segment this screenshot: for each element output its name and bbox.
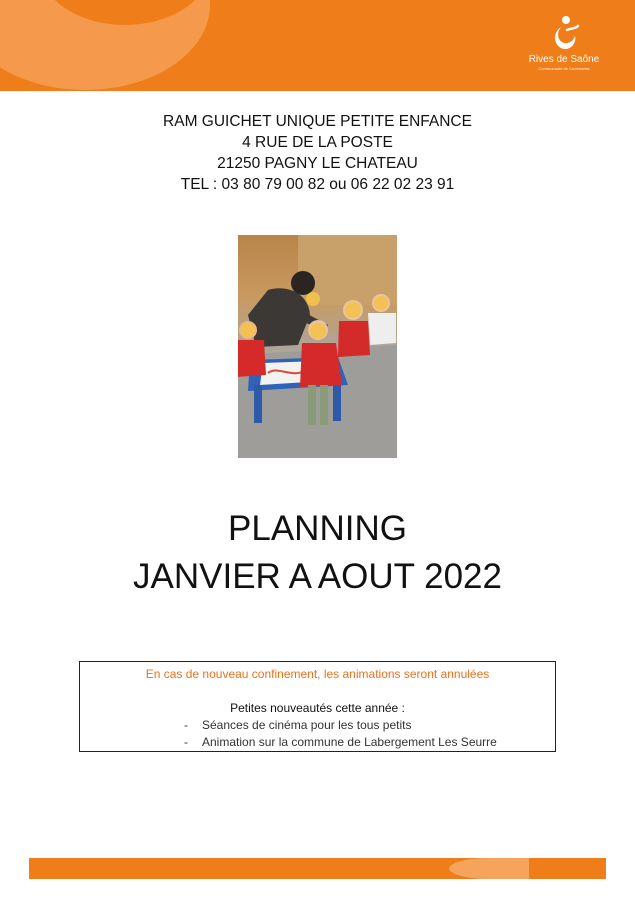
planning-title [0, 505, 635, 601]
notice-box [79, 661, 556, 752]
brand-logo [514, 14, 614, 78]
address-block [0, 111, 635, 195]
street-address: 4 RUE DE LA POSTE [242, 134, 393, 151]
logo-name: Rives de Saône [528, 54, 600, 65]
list-item: - Séances de cinéma pour les tous petits [180, 717, 497, 734]
header-band [0, 0, 635, 91]
phone-numbers: TEL : 03 80 79 00 82 ou 06 22 02 23 91 [180, 176, 455, 193]
list-item: - Animation sur la commune de Labergement Les Seurre [180, 734, 497, 751]
title-line-2: JANVIER A AOUT 2022 [133, 557, 502, 596]
footer-swoosh-decoration [449, 858, 529, 879]
dancing-figure-icon [547, 14, 581, 52]
title-line-1: PLANNING [228, 509, 407, 548]
confinement-warning: En cas de nouveau confinement, les animations seront annulées [145, 667, 490, 681]
organization-name: RAM GUICHET UNIQUE PETITE ENFANCE [163, 113, 472, 130]
footer-band [29, 858, 606, 879]
novelties-list [180, 717, 497, 751]
postal-city: 21250 PAGNY LE CHATEAU [217, 155, 418, 172]
novelties-heading: Petites nouveautés cette année : [230, 701, 405, 715]
logo-subtitle: Communauté de Communes [538, 66, 590, 71]
children-activity-photo [238, 235, 397, 458]
